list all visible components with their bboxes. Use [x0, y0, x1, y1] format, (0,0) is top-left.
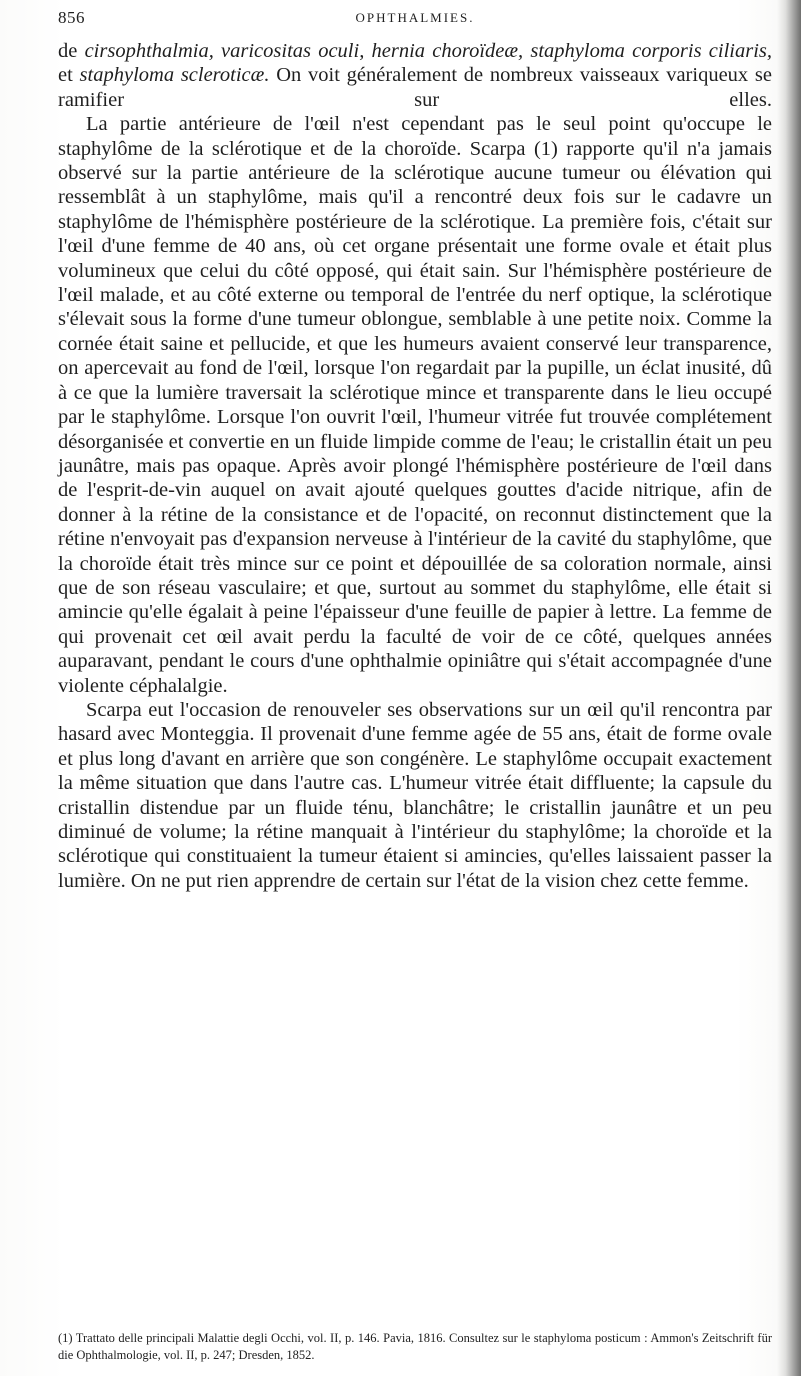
body-text [58, 39, 772, 893]
page-number: 856 [58, 8, 85, 27]
footnote-text: (1) Trattato delle principali Malattie degli Occhi, vol. II, p. 146. Pavia, 1816. Consultez sur le staphyloma posticum : Ammon's Zeitschrift für die Ophthalmologie, vol. II, p. 247; Dresden, 1852. [58, 1331, 772, 1362]
intro-prefix: de [58, 40, 85, 62]
intro-paragraph [58, 39, 772, 112]
intro-tail: On voit généralement de nombreux vaisseaux variqueux se ramifier sur elles. [58, 64, 772, 111]
intro-joiner: et [58, 64, 80, 87]
intro-latin-terms: cirsophthalmia, varicositas oculi, hernia choroïdeæ, staphyloma corporis ciliaris, [84, 40, 772, 62]
footnote [58, 1330, 772, 1364]
intro-latin-term-sclerotic: staphyloma scleroticæ. [79, 64, 270, 87]
page-header [58, 8, 772, 32]
paragraph-first-case: La partie antérieure de l'œil n'est cependant pas le seul point qu'occupe le staphylôme de la sclérotique et de la choroïde. Scarpa (1) rapporte qu'il n'a jamais observé sur la partie antérieure de la sclérotique aucune tumeur ou élévation qui ressemblât à un staphylôme, mais qu'il a rencontré deux fois sur le cadavre un staphylôme de l'hémisphère postérieure de la sclérotique. La première fois, c'était sur l'œil d'une femme de 40 ans, où cet organe présentait une forme ovale et était plus volumineux que celui du côté opposé, qui était sain. Sur l'hémisphère postérieure de l'œil malade, et au côté externe ou temporal de l'entrée du nerf optique, la sclérotique s'élevait sous la forme d'une tumeur oblongue, semblable à une petite noix. Comme la cornée était saine et pellucide, et que les humeurs avaient conservé leur transparence, on apercevait au fond de l'œil, lorsque l'on regardait par la pupille, un éclat inusité, dû à ce que la lumière traversait la sclérotique mince et transparente dans le lieu occupé par le staphylôme. Lorsque l'on ouvrit l'œil, l'humeur vitrée fut trouvée complétement désorganisée et convertie en un fluide limpide comme de l'eau; le cristallin était un peu jaunâtre, mais pas opaque. Après avoir plongé l'hémisphère postérieure de l'œil dans de l'esprit-de-vin auquel on avait ajouté quelques gouttes d'acide nitrique, afin de donner à la rétine de la consistance et de l'opacité, on reconnut distinctement que la rétine n'envoyait pas d'expansion nerveuse à l'intérieur de la cavité du staphylôme, que la choroïde était très mince sur ce point et dépouillée de sa coloration normale, ainsi que de son réseau vasculaire; et que, surtout au sommet du staphylôme, elle était si amincie qu'elle égalait à peine l'épaisseur d'une feuille de papier à lettre. La femme de qui provenait cet œil avait perdu la faculté de voir de ce côté, quelques années auparavant, pendant le cours d'une ophthalmie opiniâtre qui s'était accompagnée d'une violente céphalalgie. [58, 113, 772, 697]
running-head: OPHTHALMIES. [355, 10, 475, 25]
page-edge-shadow [777, 0, 801, 1376]
paragraph-second-case: Scarpa eut l'occasion de renouveler ses observations sur un œil qu'il rencontra par hasard avec Monteggia. Il provenait d'une femme agée de 55 ans, était de forme ovale et plus long d'avant en arrière que son congénère. Le staphylôme occupait exactement la même situation que dans l'autre cas. L'humeur vitrée était diffluente; la capsule du cristallin distendue par un fluide ténu, blanchâtre; le cristallin jaunâtre et un peu diminué de volume; la rétine manquait à l'intérieur du staphylôme; la choroïde et la sclérotique qui constituaient la tumeur étaient si amincies, qu'elles laissaient passer la lumière. On ne put rien apprendre de certain sur l'état de la vision chez cette femme. [58, 698, 772, 892]
